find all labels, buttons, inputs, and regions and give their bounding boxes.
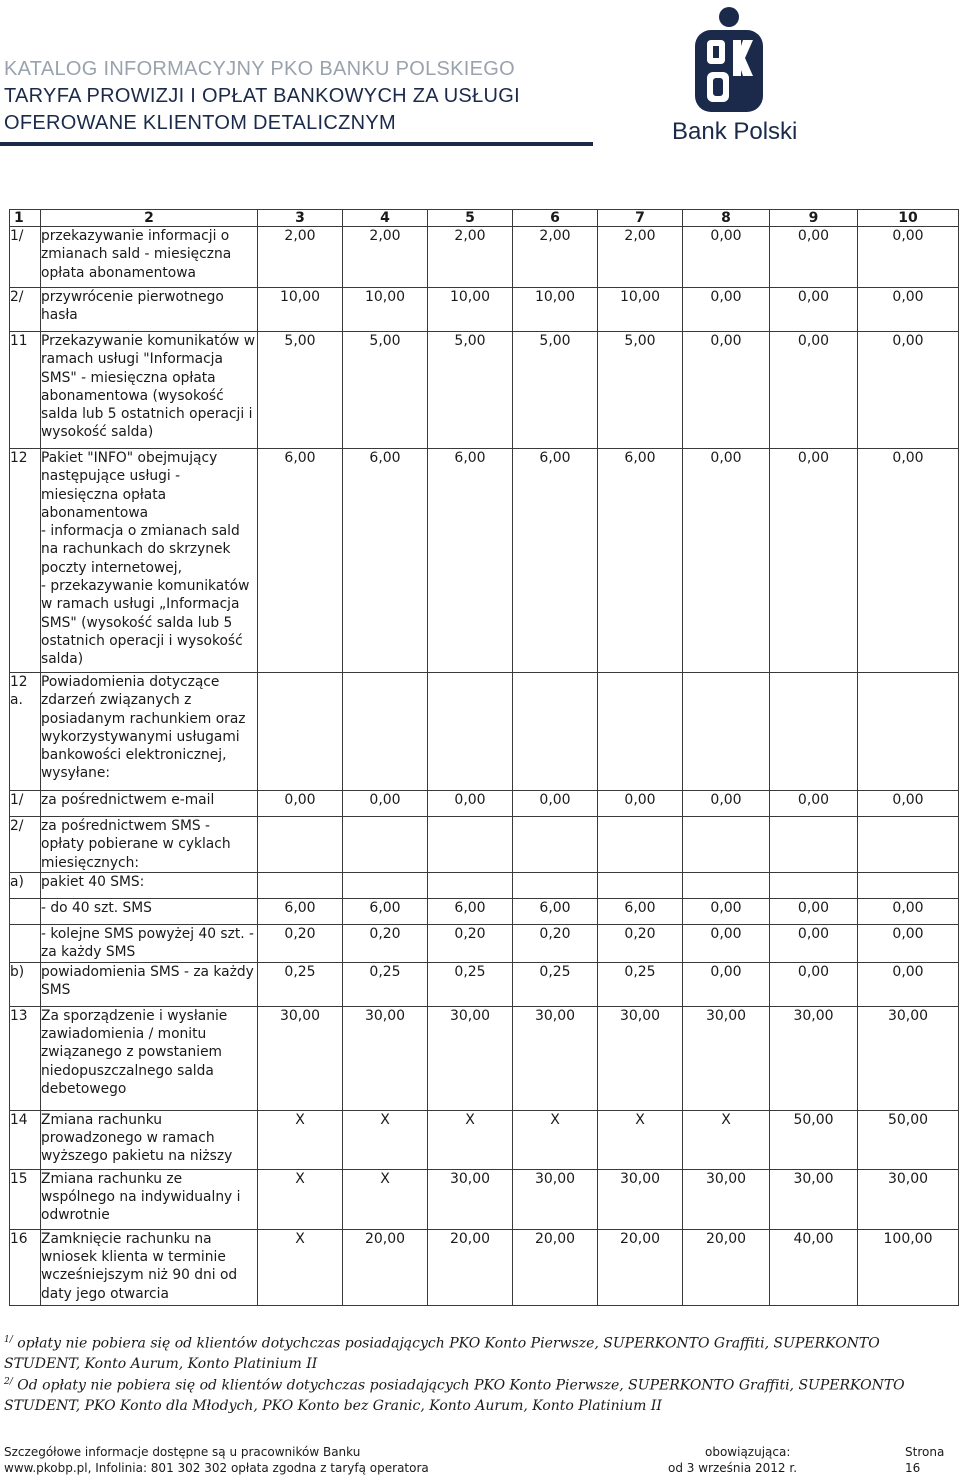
fee-value: 0,00 <box>858 332 959 449</box>
fee-value <box>858 673 959 791</box>
fee-value <box>343 817 428 873</box>
row-description: powiadomienia SMS - za każdy SMS <box>41 962 258 1006</box>
fee-value: 30,00 <box>428 1006 513 1110</box>
fee-value <box>343 673 428 791</box>
fee-value: 20,00 <box>428 1229 513 1305</box>
fee-value: 0,00 <box>683 449 770 673</box>
fee-value: 0,00 <box>858 449 959 673</box>
fee-value: 2,00 <box>428 227 513 288</box>
fee-value <box>258 673 343 791</box>
column-header: 9 <box>770 210 858 227</box>
fee-value: 0,00 <box>258 791 343 817</box>
fee-table <box>9 209 959 1306</box>
row-number <box>10 924 41 962</box>
fee-value: 30,00 <box>858 1006 959 1110</box>
fee-value <box>343 872 428 898</box>
fee-value: 6,00 <box>343 449 428 673</box>
fee-value: 0,00 <box>858 924 959 962</box>
fee-value: 5,00 <box>428 332 513 449</box>
fee-value: 10,00 <box>343 288 428 332</box>
header-rule <box>0 142 593 146</box>
fee-value <box>683 872 770 898</box>
fee-value: 6,00 <box>428 898 513 924</box>
fee-value: 0,00 <box>770 962 858 1006</box>
column-header: 7 <box>598 210 683 227</box>
fee-value: 20,00 <box>513 1229 598 1305</box>
fee-value: 50,00 <box>858 1110 959 1169</box>
website-link[interactable]: www.pkobp.pl, Infolinia: 801 302 302 opłata zgodna z taryfą operatora <box>4 1461 429 1475</box>
row-number: 13 <box>10 1006 41 1110</box>
fee-value: 0,00 <box>683 898 770 924</box>
row-description: Za sporządzenie i wysłanie zawiadomienia / monitu związanego z powstaniem niedopuszczalnego salda debetowego <box>41 1006 258 1110</box>
fee-value: 30,00 <box>513 1006 598 1110</box>
fee-value <box>258 817 343 873</box>
fee-value: 30,00 <box>598 1006 683 1110</box>
fee-value <box>258 872 343 898</box>
column-header: 5 <box>428 210 513 227</box>
fee-value <box>513 817 598 873</box>
fee-value <box>770 817 858 873</box>
document-header <box>4 56 520 137</box>
fee-value: 0,20 <box>343 924 428 962</box>
fee-value: X <box>258 1229 343 1305</box>
fee-value <box>858 872 959 898</box>
fee-value: 0,00 <box>858 288 959 332</box>
row-number <box>10 898 41 924</box>
table-row <box>10 332 959 449</box>
table-row <box>10 288 959 332</box>
valid-from-date: od 3 września 2012 r. <box>668 1461 798 1475</box>
fee-value: 0,25 <box>428 962 513 1006</box>
fee-value: 6,00 <box>258 449 343 673</box>
fee-value: 5,00 <box>598 332 683 449</box>
fee-value: 20,00 <box>683 1229 770 1305</box>
fee-value: 0,00 <box>770 449 858 673</box>
fee-value: 0,00 <box>770 898 858 924</box>
fee-value: 0,00 <box>858 791 959 817</box>
fee-value <box>858 817 959 873</box>
fee-value: 0,00 <box>428 791 513 817</box>
fee-value: 2,00 <box>258 227 343 288</box>
fee-value: 0,00 <box>770 227 858 288</box>
fee-value <box>683 817 770 873</box>
fee-value: 0,00 <box>683 288 770 332</box>
fee-value: X <box>513 1110 598 1169</box>
table-row <box>10 1169 959 1229</box>
row-description: przywrócenie pierwotnego hasła <box>41 288 258 332</box>
fee-value: 0,00 <box>770 332 858 449</box>
fee-value: 0,25 <box>598 962 683 1006</box>
fee-value <box>513 673 598 791</box>
table-row <box>10 962 959 1006</box>
fee-value: 30,00 <box>683 1006 770 1110</box>
column-header: 3 <box>258 210 343 227</box>
fee-value: 5,00 <box>343 332 428 449</box>
fee-value: X <box>683 1110 770 1169</box>
fee-value <box>428 872 513 898</box>
fee-value: X <box>343 1110 428 1169</box>
row-description: - kolejne SMS powyżej 40 szt. - za każdy SMS <box>41 924 258 962</box>
tariff-subtitle: OFEROWANE KLIENTOM DETALICZNYM <box>4 112 396 134</box>
table-row <box>10 817 959 873</box>
fee-value: 5,00 <box>258 332 343 449</box>
row-number: a) <box>10 872 41 898</box>
column-header: 6 <box>513 210 598 227</box>
row-description: za pośrednictwem e-mail <box>41 791 258 817</box>
fee-value: X <box>343 1169 428 1229</box>
fee-value: 40,00 <box>770 1229 858 1305</box>
footnote-1-text: opłaty nie pobiera się od klientów dotychczas posiadających PKO Konto Pierwsze, SUPERKONTO Graffiti, SUPERKONTO STUDENT, Konto Aurum, Konto Platinium II <box>4 1335 880 1372</box>
fee-value <box>428 673 513 791</box>
row-number: 12 a. <box>10 673 41 791</box>
table-row <box>10 898 959 924</box>
fee-value: 0,00 <box>683 332 770 449</box>
table-row <box>10 673 959 791</box>
fee-value: 6,00 <box>598 449 683 673</box>
column-header: 1 <box>10 210 41 227</box>
fee-value: X <box>258 1110 343 1169</box>
row-description: Zmiana rachunku prowadzonego w ramach wyższego pakietu na niższy <box>41 1110 258 1169</box>
row-number: 1/ <box>10 227 41 288</box>
fee-value: 100,00 <box>858 1229 959 1305</box>
fee-value: 0,00 <box>683 962 770 1006</box>
row-description: - do 40 szt. SMS <box>41 898 258 924</box>
table-row <box>10 872 959 898</box>
column-header: 2 <box>41 210 258 227</box>
pko-logo-icon <box>693 2 765 118</box>
fee-value: 0,00 <box>343 791 428 817</box>
fee-value: 6,00 <box>513 898 598 924</box>
fee-value: 10,00 <box>513 288 598 332</box>
fee-value: 2,00 <box>343 227 428 288</box>
fee-value: 0,00 <box>683 924 770 962</box>
column-header: 8 <box>683 210 770 227</box>
footnote-2-text: Od opłaty nie pobiera się od klientów dotychczas posiadających PKO Konto Pierwsze, SUPERKONTO Graffiti, SUPERKONTO STUDENT, PKO Konto dla Młodych, PKO Konto bez Granic, Konto Aurum, Konto Platinium II <box>4 1377 905 1414</box>
fee-value: 0,20 <box>513 924 598 962</box>
fee-value: 0,25 <box>258 962 343 1006</box>
fee-value: 0,00 <box>770 288 858 332</box>
table-row <box>10 1006 959 1110</box>
fee-value: 20,00 <box>598 1229 683 1305</box>
table-row <box>10 449 959 673</box>
row-description: Zmiana rachunku ze wspólnego na indywidualny i odwrotnie <box>41 1169 258 1229</box>
fee-value: 0,00 <box>858 227 959 288</box>
row-number: b) <box>10 962 41 1006</box>
fee-value: 0,00 <box>683 227 770 288</box>
fee-value: 0,00 <box>770 924 858 962</box>
fee-value: 0,00 <box>683 791 770 817</box>
fee-value: 0,20 <box>598 924 683 962</box>
fee-value <box>683 673 770 791</box>
fee-value: 30,00 <box>428 1169 513 1229</box>
fee-value <box>598 817 683 873</box>
fee-value: 0,20 <box>258 924 343 962</box>
fee-value: X <box>428 1110 513 1169</box>
fee-value: 0,20 <box>428 924 513 962</box>
fee-value <box>513 872 598 898</box>
page-number: Strona 16 <box>905 1445 945 1475</box>
row-description: Pakiet "INFO" obejmujący następujące usługi - miesięczna opłata abonamentowa - informacja o zmianach sald na rachunkach do skrzynek poczty internetowej, - przekazywanie komunikatów w ramach usługi „Informacja SMS" (wysokość salda lub 5 ostatnich operacji i wysokość salda) <box>41 449 258 673</box>
fee-value <box>770 673 858 791</box>
column-header: 10 <box>858 210 959 227</box>
fee-value: 0,00 <box>598 791 683 817</box>
footnote-2 <box>4 1372 956 1416</box>
fee-value <box>770 872 858 898</box>
fee-value: 30,00 <box>770 1169 858 1229</box>
fee-value: 5,00 <box>513 332 598 449</box>
table-row <box>10 1229 959 1305</box>
table-row <box>10 791 959 817</box>
row-number: 2/ <box>10 288 41 332</box>
row-description: za pośrednictwem SMS - opłaty pobierane w cyklach miesięcznych: <box>41 817 258 873</box>
fee-value: 0,00 <box>858 898 959 924</box>
row-description: pakiet 40 SMS: <box>41 872 258 898</box>
fee-value: 6,00 <box>343 898 428 924</box>
fee-value: 0,25 <box>343 962 428 1006</box>
fee-value: 30,00 <box>770 1006 858 1110</box>
row-number: 12 <box>10 449 41 673</box>
fee-value: 50,00 <box>770 1110 858 1169</box>
row-number: 11 <box>10 332 41 449</box>
row-description: Powiadomienia dotyczące zdarzeń związanych z posiadanym rachunkiem oraz wykorzystywanymi usługami bankowości elektronicznej, wysyłane: <box>41 673 258 791</box>
fee-value: 30,00 <box>343 1006 428 1110</box>
fee-value: X <box>258 1169 343 1229</box>
fee-value: 10,00 <box>428 288 513 332</box>
fee-value: 30,00 <box>598 1169 683 1229</box>
valid-from-label: obowiązująca: <box>705 1445 791 1459</box>
row-number: 2/ <box>10 817 41 873</box>
fee-value: 2,00 <box>598 227 683 288</box>
table-row <box>10 924 959 962</box>
footnote-1 <box>4 1330 956 1374</box>
table-row <box>10 227 959 288</box>
fee-value: 10,00 <box>598 288 683 332</box>
row-number: 1/ <box>10 791 41 817</box>
table-row <box>10 1110 959 1169</box>
fee-value: 0,00 <box>858 962 959 1006</box>
row-description: przekazywanie informacji o zmianach sald - miesięczna opłata abonamentowa <box>41 227 258 288</box>
fee-value: 30,00 <box>513 1169 598 1229</box>
tariff-title: TARYFA PROWIZJI I OPŁAT BANKOWYCH ZA USŁUGI <box>4 85 520 107</box>
fee-value: 0,25 <box>513 962 598 1006</box>
catalog-title: KATALOG INFORMACYJNY PKO BANKU POLSKIEGO <box>4 58 516 80</box>
bank-name: Bank Polski <box>672 118 798 145</box>
footnote-2-mark: 2/ <box>4 1377 13 1387</box>
row-number: 14 <box>10 1110 41 1169</box>
fee-value: 6,00 <box>513 449 598 673</box>
bank-info-line: Szczegółowe informacje dostępne są u pracowników Banku <box>4 1445 361 1459</box>
column-header: 4 <box>343 210 428 227</box>
fee-value <box>598 673 683 791</box>
fee-value <box>428 817 513 873</box>
row-description: Przekazywanie komunikatów w ramach usługi "Informacja SMS" - miesięczna opłata abonamentowa (wysokość salda lub 5 ostatnich operacji i wysokość salda) <box>41 332 258 449</box>
fee-value: 6,00 <box>428 449 513 673</box>
fee-value: 30,00 <box>258 1006 343 1110</box>
fee-value: 30,00 <box>858 1169 959 1229</box>
fee-value: 10,00 <box>258 288 343 332</box>
row-number: 15 <box>10 1169 41 1229</box>
fee-value: 0,00 <box>770 791 858 817</box>
fee-value: 6,00 <box>598 898 683 924</box>
footnote-1-mark: 1/ <box>4 1335 13 1345</box>
fee-value <box>598 872 683 898</box>
fee-value: 0,00 <box>513 791 598 817</box>
row-number: 16 <box>10 1229 41 1305</box>
column-header-row <box>10 210 959 227</box>
fee-value: 30,00 <box>683 1169 770 1229</box>
row-description: Zamknięcie rachunku na wniosek klienta w terminie wcześniejszym niż 90 dni od daty jego otwarcia <box>41 1229 258 1305</box>
fee-value: 2,00 <box>513 227 598 288</box>
fee-value: X <box>598 1110 683 1169</box>
fee-value: 6,00 <box>258 898 343 924</box>
fee-value: 20,00 <box>343 1229 428 1305</box>
